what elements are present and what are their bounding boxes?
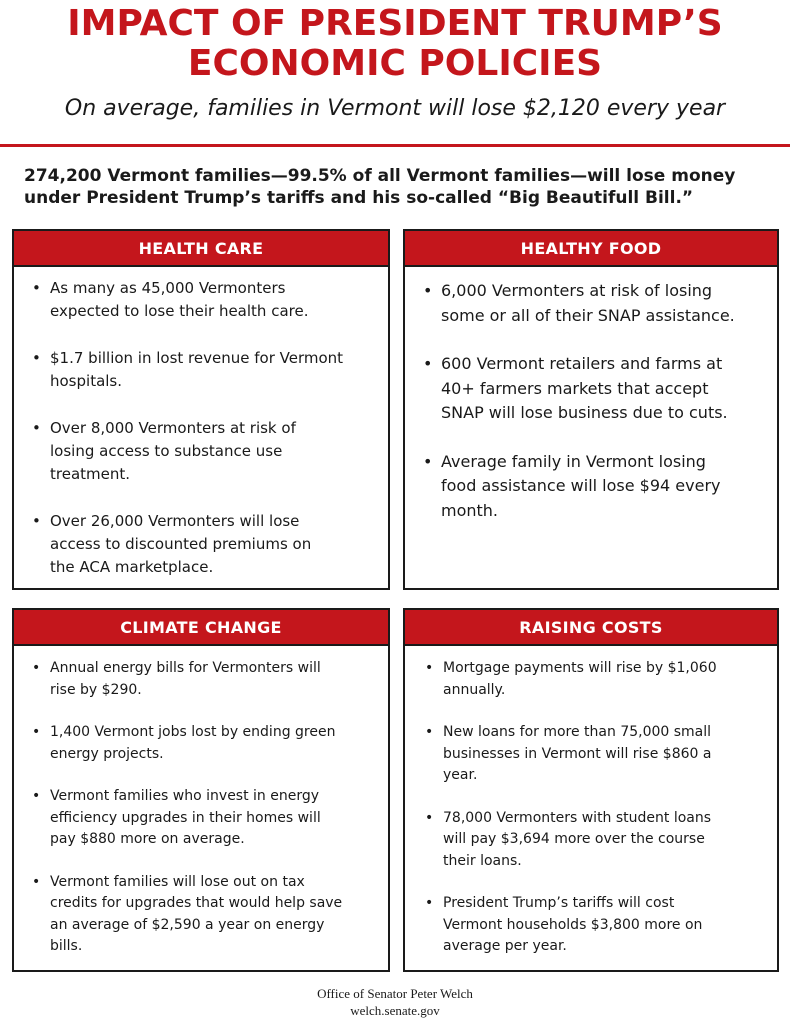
healthy-food-list xyxy=(405,267,777,523)
list-item-line: • New loans for more than 75,000 small xyxy=(443,724,712,740)
list-item-line: • $1.7 billion in lost revenue for Vermont xyxy=(50,349,344,367)
header-divider xyxy=(0,144,790,147)
list-item-line: • Mortgage payments will rise by $1,060 xyxy=(443,660,717,676)
list-item-line: efficiency upgrades in their homes will xyxy=(50,809,321,826)
list-item xyxy=(417,658,777,701)
list-item-line: • As many as 45,000 Vermonters xyxy=(50,279,286,297)
list-item-line: • Average family in Vermont losing xyxy=(441,451,706,471)
list-item-line: year. xyxy=(443,767,478,783)
page-title xyxy=(0,0,790,84)
list-item xyxy=(24,277,388,323)
list-item-line: • Annual energy bills for Vermonters will xyxy=(50,660,321,676)
list-item-line: • 600 Vermont retailers and farms at xyxy=(441,354,723,373)
list-item xyxy=(417,722,777,787)
list-item xyxy=(24,417,388,486)
climate-change-list xyxy=(14,646,388,958)
page-footer xyxy=(0,985,790,1019)
raising-costs-header: RAISING COSTS xyxy=(405,610,777,646)
healthy-food-panel xyxy=(403,229,779,590)
list-item-line: hospitals. xyxy=(50,372,123,390)
list-item-line: • 78,000 Vermonters with student loans xyxy=(443,809,712,826)
list-item-line: • Over 26,000 Vermonters will lose xyxy=(50,512,300,530)
list-item-line: • Over 8,000 Vermonters at risk of xyxy=(50,419,296,437)
title-line-2: ECONOMIC POLICIES xyxy=(187,43,603,84)
list-item-line: • 6,000 Vermonters at risk of losing xyxy=(441,281,713,300)
raising-costs-list xyxy=(405,646,777,958)
lead-statement xyxy=(24,165,774,209)
list-item-line: rise by $290. xyxy=(50,681,142,698)
list-item xyxy=(415,279,777,328)
list-item-line: expected to lose their health care. xyxy=(50,302,309,320)
page-subtitle: On average, families in Vermont will lose $2,120 every year xyxy=(64,96,726,121)
list-item-line: • Vermont families who invest in energy xyxy=(50,788,320,804)
raising-costs-panel xyxy=(403,608,779,972)
list-item xyxy=(24,786,388,851)
list-item-line: energy projects. xyxy=(50,745,164,762)
list-item-line: • Vermont families will lose out on tax xyxy=(50,873,305,890)
list-item xyxy=(24,347,388,393)
list-item-line: their loans. xyxy=(443,852,522,869)
list-item xyxy=(415,450,777,524)
list-item xyxy=(24,722,388,765)
climate-change-header: CLIMATE CHANGE xyxy=(14,610,388,646)
list-item-line: • 1,400 Vermont jobs lost by ending green xyxy=(50,724,336,740)
list-item-line: some or all of their SNAP assistance. xyxy=(441,305,735,325)
title-line-1: IMPACT OF PRESIDENT TRUMP’S xyxy=(67,3,723,44)
list-item-line: treatment. xyxy=(50,465,131,483)
list-item-line: losing access to substance use xyxy=(50,442,283,460)
list-item xyxy=(24,510,388,579)
list-item xyxy=(415,352,777,426)
list-item xyxy=(417,808,777,873)
footer-website: welch.senate.gov xyxy=(350,1003,440,1018)
list-item-line: an average of $2,590 a year on energy xyxy=(50,916,325,933)
list-item-line: average per year. xyxy=(443,938,567,954)
health-care-panel xyxy=(12,229,390,590)
list-item-line: Vermont households $3,800 more on xyxy=(443,916,703,933)
list-item xyxy=(24,872,388,958)
healthy-food-header: HEALTHY FOOD xyxy=(405,231,777,267)
list-item-line: bills. xyxy=(50,938,83,954)
lead-line-2: under President Trump’s tariffs and his so-called “Big Beautifull Bill.” xyxy=(24,188,694,208)
list-item-line: 40+ farmers markets that accept xyxy=(441,378,709,398)
list-item-line: food assistance will lose $94 every xyxy=(441,476,721,495)
health-care-header: HEALTH CARE xyxy=(14,231,388,267)
list-item-line: SNAP will lose business due to cuts. xyxy=(441,403,728,422)
footer-office: Office of Senator Peter Welch xyxy=(317,986,473,1001)
health-care-list xyxy=(14,267,388,579)
list-item-line: will pay $3,694 more over the course xyxy=(443,831,705,847)
list-item-line: month. xyxy=(441,500,499,520)
list-item-line: businesses in Vermont will rise $860 a xyxy=(443,745,712,762)
list-item-line: access to discounted premiums on xyxy=(50,535,312,553)
list-item-line: the ACA marketplace. xyxy=(50,558,214,576)
list-item-line: annually. xyxy=(443,681,506,698)
list-item-line: pay $880 more on average. xyxy=(50,831,245,847)
list-item xyxy=(417,893,777,958)
lead-line-1: 274,200 Vermont families—99.5% of all Vermont families—will lose money xyxy=(24,166,736,186)
list-item xyxy=(24,658,388,701)
list-item-line: credits for upgrades that would help save xyxy=(50,895,343,911)
list-item-line: • President Trump’s tariffs will cost xyxy=(443,895,675,911)
climate-change-panel xyxy=(12,608,390,972)
